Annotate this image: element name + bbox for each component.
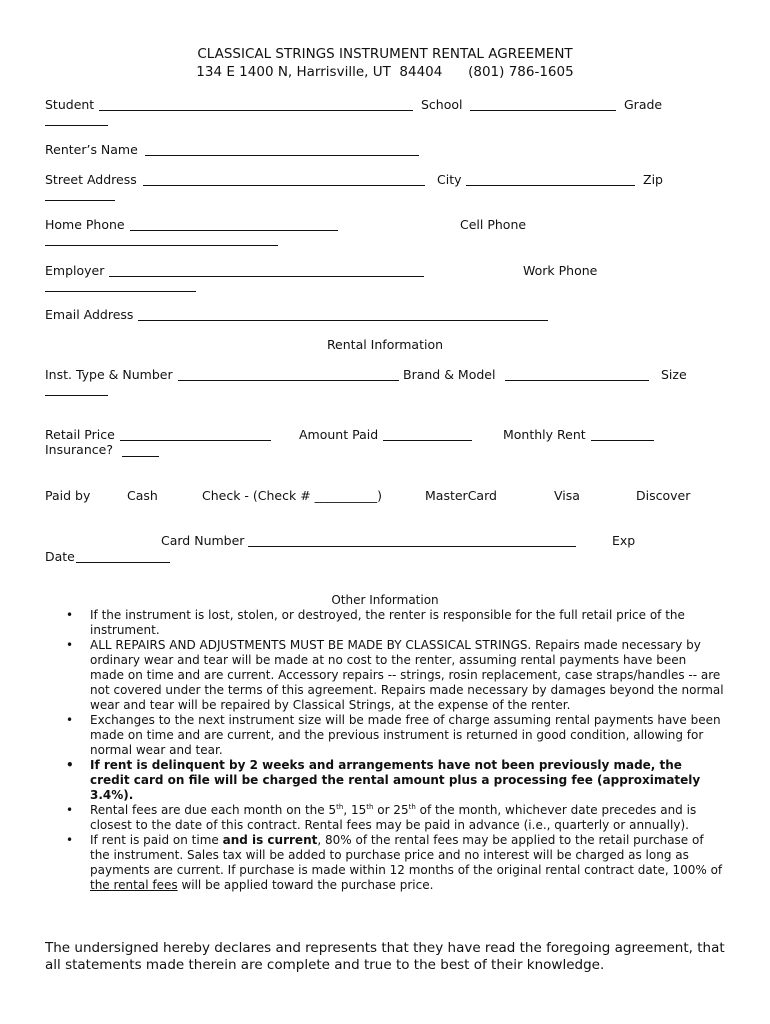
monthly-rent-field[interactable] <box>591 440 654 441</box>
brand-model-label: Brand & Model <box>403 367 496 382</box>
city-field[interactable] <box>466 185 635 186</box>
zip-label: Zip <box>643 172 663 187</box>
list-item: • If rent is paid on time and is current, 80% of the rental fees may be applied to the retail purchase of the instrument. Sales tax will be added to purchase price and no interest will be charged as long as payments are current. If purchase is made within 12 months of the original rental contract date, 100% of the rental fees will be applied toward the purchase price. <box>62 833 724 893</box>
list-item: • Exchanges to the next instrument size will be made free of charge assuming rental payments have been made on time and are current, and the previous instrument is returned in good condition, allowing for normal wear and tear. <box>62 713 724 758</box>
card-number-label: Card Number <box>161 533 245 548</box>
other-info-heading: Other Information <box>331 593 439 607</box>
inst-type-label: Inst. Type & Number <box>45 367 173 382</box>
school-field[interactable] <box>470 110 616 111</box>
check-option[interactable]: Check - (Check # __________) <box>202 488 383 503</box>
inst-type-field[interactable] <box>178 380 399 381</box>
list-item: • If the instrument is lost, stolen, or destroyed, the renter is responsible for the full retail price of the instrument. <box>62 608 724 638</box>
employer-field[interactable] <box>109 276 424 277</box>
list-item: • If rent is delinquent by 2 weeks and arrangements have not been previously made, the credit card on file will be charged the rental amount plus a processing fee (approximately 3.4%). <box>62 758 724 803</box>
renter-name-field[interactable] <box>145 155 419 156</box>
email-label: Email Address <box>45 307 134 322</box>
visa-option[interactable]: Visa <box>554 488 580 503</box>
cell-phone-label: Cell Phone <box>460 217 527 232</box>
grade-field[interactable] <box>45 125 108 126</box>
retail-price-field[interactable] <box>120 440 271 441</box>
grade-label: Grade <box>624 97 663 112</box>
declaration-text: The undersigned hereby declares and represents that they have read the foregoing agreement, that all statements made therein are complete and true to the best of their knowledge. <box>45 940 725 973</box>
paid-by-label: Paid by <box>45 488 91 503</box>
exp-date-field[interactable] <box>76 562 170 563</box>
amount-paid-label: Amount Paid <box>299 427 379 442</box>
brand-model-field[interactable] <box>505 380 649 381</box>
cash-option[interactable]: Cash <box>127 488 158 503</box>
monthly-rent-label: Monthly Rent <box>503 427 586 442</box>
insurance-field[interactable] <box>122 456 159 457</box>
work-phone-label: Work Phone <box>523 263 598 278</box>
school-label: School <box>421 97 463 112</box>
zip-field[interactable] <box>45 200 115 201</box>
email-field[interactable] <box>138 320 548 321</box>
exp-label: Exp <box>612 533 636 548</box>
card-number-field[interactable] <box>248 546 576 547</box>
city-label: City <box>437 172 462 187</box>
exp-date-label: Date <box>45 549 75 564</box>
street-address-label: Street Address <box>45 172 137 187</box>
size-label: Size <box>661 367 687 382</box>
size-field[interactable] <box>45 395 108 396</box>
rental-info-heading: Rental Information <box>326 337 444 352</box>
discover-option[interactable]: Discover <box>636 488 691 503</box>
work-phone-field[interactable] <box>45 291 196 292</box>
insurance-label: Insurance? <box>45 442 113 457</box>
student-label: Student <box>45 97 95 112</box>
renter-name-label: Renter’s Name <box>45 142 138 157</box>
employer-label: Employer <box>45 263 105 278</box>
cell-phone-field[interactable] <box>45 245 278 246</box>
amount-paid-field[interactable] <box>383 440 472 441</box>
list-item: • ALL REPAIRS AND ADJUSTMENTS MUST BE MADE BY CLASSICAL STRINGS. Repairs made necessary by ordinary wear and tear will be made at no cost to the renter, assuming rental payments have been made on time and are current. Accessory repairs -- strings, rosin replacement, case straps/handles -- are not covered under the terms of this agreement. Repairs made necessary by damages beyond the normal wear and tear will be repaired by Classical Strings, at the expense of the renter. <box>62 638 724 713</box>
street-address-field[interactable] <box>143 185 425 186</box>
mastercard-option[interactable]: MasterCard <box>425 488 497 503</box>
page-title: CLASSICAL STRINGS INSTRUMENT RENTAL AGREEMENT <box>197 46 573 62</box>
retail-price-label: Retail Price <box>45 427 115 442</box>
list-item: • Rental fees are due each month on the 5th, 15th or 25th of the month, whichever date precedes and is closest to the date of this contract. Rental fees may be paid in advance (i.e., quarterly or annually). <box>62 803 724 833</box>
home-phone-label: Home Phone <box>45 217 125 232</box>
student-field[interactable] <box>99 110 413 111</box>
home-phone-field[interactable] <box>130 230 338 231</box>
terms-list <box>62 608 724 893</box>
header-address: 134 E 1400 N, Harrisville, UT 84404 (801) 786-1605 <box>196 64 574 80</box>
